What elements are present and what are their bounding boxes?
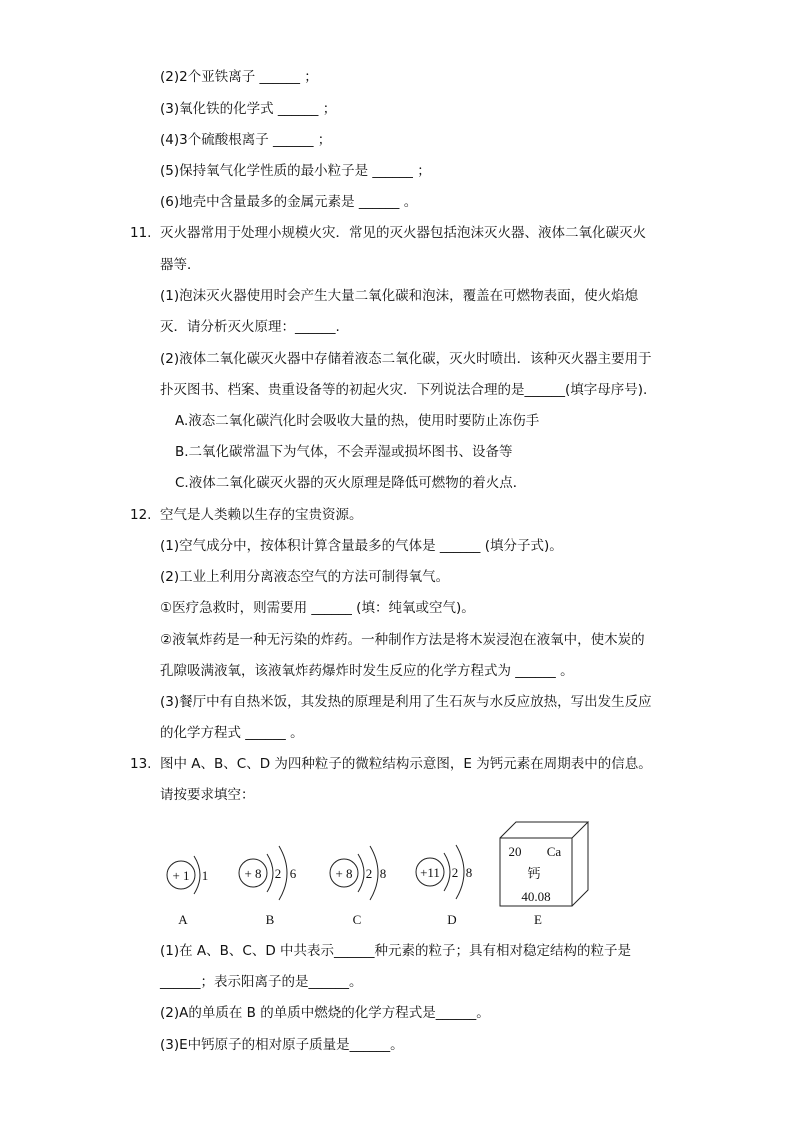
q12-circled2-line1: ②液氧炸药是一种无污染的炸药。一种制作方法是将木炭浸泡在液氧中，使木炭的 [160,632,645,648]
atom-b-nucleus: + 8 [244,866,262,881]
q11-part1-line2: 灭．请分析灭火原理：______. [160,319,340,335]
element-label: E [534,912,542,927]
q13-number: 13. [130,756,152,772]
q13-part1-line2: ______；表示阳离子的是______。 [160,974,363,990]
atom-d-nucleus: +11 [420,865,440,880]
q11-part2-line2: 扑灭图书、档案、贵重设备等的初起火灾．下列说法合理的是______(填字母序号). [160,382,648,398]
atom-d-shell1-electrons: 2 [451,865,459,880]
q13-stem-line2: 请按要求填空： [160,787,255,803]
q11-option-a: A.液态二氧化碳汽化时会吸收大量的热，使用时要防止冻伤手 [175,413,540,429]
q10-part2: (2)2个亚铁离子 ______ ； [160,69,318,85]
q12-part3-line2: 的化学方程式 ______ 。 [160,725,304,741]
atom-c-shell2-electrons: 8 [379,866,387,881]
element-cube-side [572,822,588,906]
q11-number: 11. [130,225,152,241]
atom-b-shell1-arc [267,854,273,892]
element-atomic-number: 20 [508,844,522,859]
atom-c-shell1-electrons: 2 [365,866,373,881]
atom-d-label: D [447,912,457,927]
q11-stem-line2: 器等． [160,257,201,273]
atom-a-shell1-electrons: 1 [201,868,209,883]
q11-option-b: B.二氧化碳常温下为气体，不会弄湿或损坏图书、设备等 [175,444,513,460]
q12-circled1: ①医疗急救时，则需要用 ______ (填：纯氧或空气)。 [160,600,475,616]
q13-part3: (3)E中钙原子的相对原子质量是______。 [160,1037,404,1053]
atom-a-nucleus: + 1 [172,868,190,883]
atom-c-label: C [352,912,362,927]
q13-stem-line1: 图中 A、B、C、D 为四种粒子的微粒结构示意图，E 为钙元素在周期表中的信息。 [160,756,652,772]
atom-d-shell1-arc [444,853,450,891]
q12-circled2-line2: 孔隙吸满液氧，该液氧炸药爆炸时发生反应的化学方程式为 ______ 。 [160,663,574,679]
q12-part2: (2)工业上利用分离液态空气的方法可制得氧气。 [160,569,450,585]
q12-number: 12. [130,507,152,523]
particle-structure-diagram [150,810,610,935]
q11-option-c: C.液体二氧化碳灭火器的灭火原理是降低可燃物的着火点． [175,475,527,491]
q12-part3-line1: (3)餐厅中有自热米饭，其发热的原理是利用了生石灰与水反应放热，写出发生反应 [160,694,652,710]
q10-part5: (5)保持氧气化学性质的最小粒子是 ______ ； [160,163,431,179]
atom-b-shell2-electrons: 6 [289,866,297,881]
q10-part4: (4)3个硫酸根离子 ______ ； [160,132,332,148]
q13-part1-line1: (1)在 A、B、C、D 中共表示______种元素的粒子；具有相对稳定结构的粒子是 [160,943,632,959]
q12-stem: 空气是人类赖以生存的宝贵资源。 [160,507,363,523]
q11-stem-line1: 灭火器常用于处理小规模火灾．常见的灭火器包括泡沫灭火器、液体二氧化碳灭火 [160,225,646,241]
q12-part1: (1)空气成分中，按体积计算含量最多的气体是 ______ (填分子式)。 [160,538,563,554]
atom-c-shell1-arc [358,854,364,892]
q11-part1-line1: (1)泡沫灭火器使用时会产生大量二氧化碳和泡沫，覆盖在可燃物表面，使火焰熄 [160,288,639,304]
element-symbol: Ca [546,844,562,859]
q10-part6: (6)地壳中含量最多的金属元素是 ______ 。 [160,194,418,210]
q13-part2: (2)A的单质在 B 的单质中燃烧的化学方程式是______。 [160,1005,490,1021]
element-atomic-mass: 40.08 [521,889,551,904]
atom-b-label: B [265,912,275,927]
q11-part2-line1: (2)液体二氧化碳灭火器中存储着液态二氧化碳，灭火时喷出．该种灭火器主要用于 [160,351,652,367]
element-name: 钙 [527,867,541,882]
atom-d-shell2-electrons: 8 [465,865,473,880]
atom-c-nucleus: + 8 [335,866,353,881]
atom-b-shell1-electrons: 2 [274,866,282,881]
element-cube-top [500,822,588,838]
q10-part3: (3)氧化铁的化学式 ______ ； [160,101,337,117]
atom-a-label: A [178,912,188,927]
